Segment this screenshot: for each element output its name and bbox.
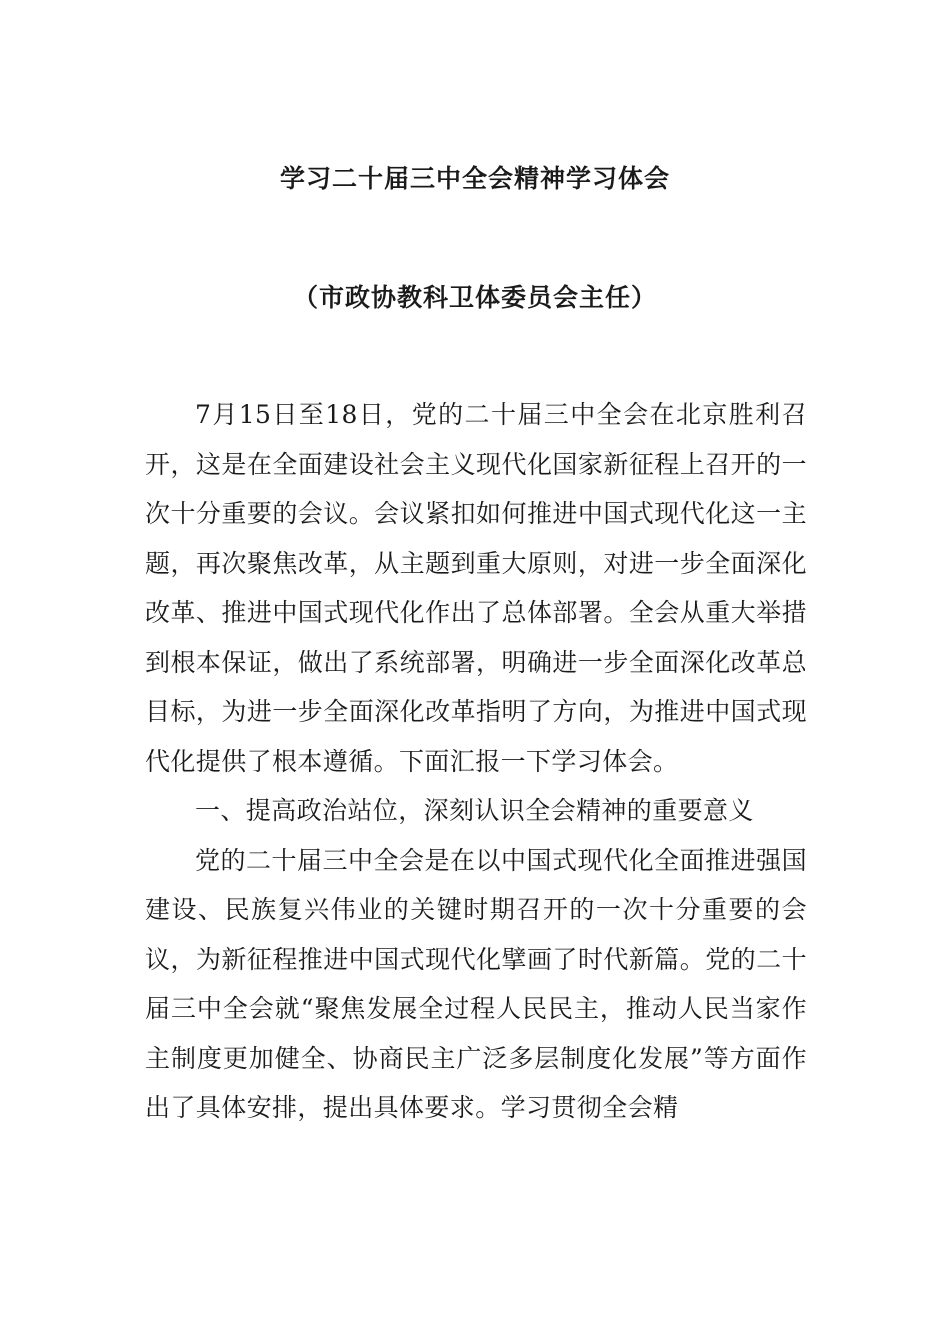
document-body (145, 390, 807, 1133)
document-subtitle: （市政协教科卫体委员会主任） (292, 283, 657, 312)
body-paragraph: 7月15日至18日，党的二十届三中全会在北京胜利召开，这是在全面建设社会主义现代化国家新征程上召开的一次十分重要的会议。会议紧扣如何推进中国式现代化这一主题，再次聚焦改革，从主题到重大原则，对进一步全面深化改革、推进中国式现代化作出了总体部署。全会从重大举措到根本保证，做出了系统部署，明确进一步全面深化改革总目标，为进一步全面深化改革指明了方向，为推进中国式现代化提供了根本遵循。下面汇报一下学习体会。 (145, 400, 807, 776)
body-paragraph: 党的二十届三中全会是在以中国式现代化全面推进强国建设、民族复兴伟业的关键时期召开的一次十分重要的会议，为新征程推进中国式现代化擘画了时代新篇。党的二十届三中全会就“聚焦发展全过程人民民主，推动人民当家作主制度更加健全、协商民主广泛多层制度化发展”等方面作出了具体安排，提出具体要求。学习贯彻全会精 (145, 845, 807, 1122)
section-heading: 一、提高政治站位，深刻认识全会精神的重要意义 (195, 796, 754, 825)
document-title: 学习二十届三中全会精神学习体会 (279, 164, 670, 193)
